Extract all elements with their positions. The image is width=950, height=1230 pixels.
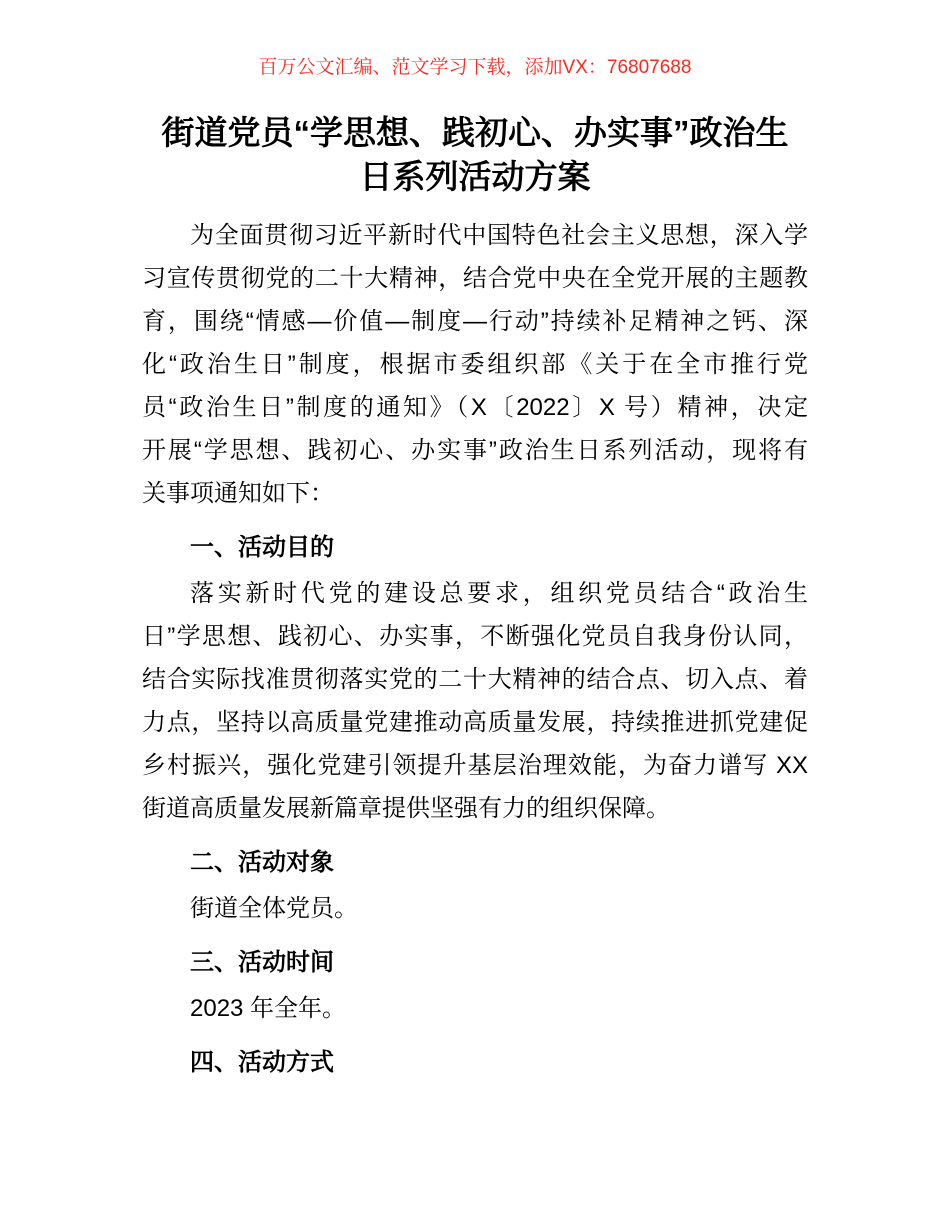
- paragraph: [142, 572, 808, 830]
- document-body: [142, 214, 808, 1084]
- title-line: 日系列活动方案: [359, 158, 591, 195]
- paragraph: [142, 887, 808, 930]
- text-line: 2023 年全年。: [190, 995, 347, 1022]
- text-line: 开展“学思想、践初心、办实事”政治生日系列活动，现将有: [142, 437, 808, 464]
- text-line: 结合实际找准贯彻落实党的二十大精神的结合点、切入点、着: [142, 666, 808, 693]
- section-heading: 四、活动方式: [190, 1049, 334, 1076]
- section-heading: 一、活动目的: [190, 534, 334, 561]
- text-line: 关事项通知如下：: [142, 480, 334, 507]
- text-line: 员“政治生日”制度的通知》（X〔2022〕X 号）精神，决定: [142, 394, 808, 421]
- text-line: 习宣传贯彻党的二十大精神，结合党中央在全党开展的主题教: [142, 265, 808, 292]
- watermark-notice: 百万公文汇编、范文学习下载，添加VX：76807688: [258, 57, 692, 78]
- text-line: 乡村振兴，强化党建引领提升基层治理效能，为奋力谱写 XX: [142, 752, 808, 779]
- text-line: 育，围绕“情感—价值—制度—行动”持续补足精神之钙、深: [142, 308, 808, 335]
- text-line: 日”学思想、践初心、办实事，不断强化党员自我身份认同，: [142, 623, 808, 650]
- text-line: 为全面贯彻习近平新时代中国特色社会主义思想，深入学: [190, 222, 808, 249]
- section-heading: 三、活动时间: [190, 949, 334, 976]
- document-title: [142, 111, 808, 199]
- section-heading: 二、活动对象: [190, 849, 334, 876]
- text-line: 落实新时代党的建设总要求，组织党员结合“政治生: [190, 580, 808, 607]
- text-line: 街道全体党员。: [190, 895, 358, 922]
- paragraph: [142, 214, 808, 515]
- text-line: 力点，坚持以高质量党建推动高质量发展，持续推进抓党建促: [142, 709, 808, 736]
- text-line: 街道高质量发展新篇章提供坚强有力的组织保障。: [142, 795, 670, 822]
- paragraph: [142, 987, 808, 1030]
- text-line: 化“政治生日”制度，根据市委组织部《关于在全市推行党: [142, 351, 808, 378]
- title-line: 街道党员“学思想、践初心、办实事”政治生: [161, 114, 789, 151]
